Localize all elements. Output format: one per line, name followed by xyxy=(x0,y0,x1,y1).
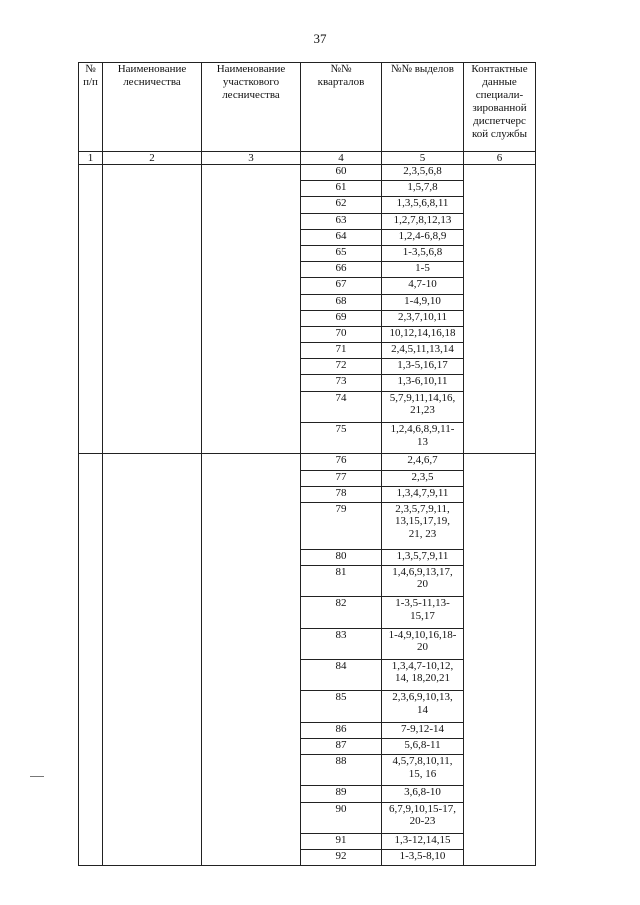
column-number-row xyxy=(79,152,536,165)
compartments-cell: 1,5,7,8 xyxy=(382,181,464,197)
column-header-2: Наименование лесничества xyxy=(103,63,202,152)
compartments-cell: 4,5,7,8,10,11, 15, 16 xyxy=(382,755,464,786)
header-row xyxy=(79,63,536,152)
quarter-number-cell: 83 xyxy=(301,628,382,659)
compartments-cell: 4,7-10 xyxy=(382,278,464,294)
column-header-6: Контактные данные специали- зированной диспетчерс кой службы xyxy=(464,63,536,152)
quarter-number-cell: 90 xyxy=(301,802,382,833)
compartments-cell: 1-3,5-8,10 xyxy=(382,850,464,866)
district-forestry-cell-block-1 xyxy=(202,165,301,454)
number-cell-block-1 xyxy=(79,165,103,454)
district-forestry-cell-block-2 xyxy=(202,454,301,866)
forestry-cell-block-1 xyxy=(103,165,202,454)
compartments-cell: 1,3,5,6,8,11 xyxy=(382,197,464,213)
quarter-number-cell: 75 xyxy=(301,423,382,454)
compartments-cell: 2,3,7,10,11 xyxy=(382,310,464,326)
compartments-cell: 1,3-12,14,15 xyxy=(382,834,464,850)
column-number-4: 4 xyxy=(301,152,382,165)
compartments-cell: 2,3,5,7,9,11, 13,15,17,19, 21, 23 xyxy=(382,502,464,549)
compartments-cell: 1-3,5,6,8 xyxy=(382,245,464,261)
quarter-number-cell: 80 xyxy=(301,549,382,565)
column-number-5: 5 xyxy=(382,152,464,165)
quarter-number-cell: 79 xyxy=(301,502,382,549)
compartments-cell: 2,3,5,6,8 xyxy=(382,165,464,181)
compartments-cell: 1,2,7,8,12,13 xyxy=(382,213,464,229)
quarter-number-cell: 78 xyxy=(301,486,382,502)
quarter-number-cell: 69 xyxy=(301,310,382,326)
forestry-cell-block-2 xyxy=(103,454,202,866)
contact-cell-block-2 xyxy=(464,454,536,866)
quarter-number-cell: 66 xyxy=(301,262,382,278)
quarters-table-frame xyxy=(78,62,536,866)
quarter-number-cell: 84 xyxy=(301,659,382,690)
compartments-cell: 3,6,8-10 xyxy=(382,786,464,802)
quarter-number-cell: 76 xyxy=(301,454,382,470)
compartments-cell: 2,4,5,11,13,14 xyxy=(382,343,464,359)
quarter-number-cell: 86 xyxy=(301,722,382,738)
compartments-cell: 1,3,4,7,9,11 xyxy=(382,486,464,502)
quarter-number-cell: 89 xyxy=(301,786,382,802)
table-row xyxy=(79,454,536,470)
column-number-2: 2 xyxy=(103,152,202,165)
quarter-number-cell: 61 xyxy=(301,181,382,197)
quarter-number-cell: 82 xyxy=(301,597,382,628)
quarter-number-cell: 81 xyxy=(301,565,382,596)
quarter-number-cell: 68 xyxy=(301,294,382,310)
compartments-cell: 1,3,5,7,9,11 xyxy=(382,549,464,565)
table-row xyxy=(79,165,536,181)
compartments-cell: 5,6,8-11 xyxy=(382,738,464,754)
column-header-1: № п/п xyxy=(79,63,103,152)
quarter-number-cell: 87 xyxy=(301,738,382,754)
compartments-cell: 1-3,5-11,13- 15,17 xyxy=(382,597,464,628)
compartments-cell: 1,4,6,9,13,17, 20 xyxy=(382,565,464,596)
compartments-cell: 1-4,9,10 xyxy=(382,294,464,310)
compartments-cell: 1-5 xyxy=(382,262,464,278)
compartments-cell: 2,3,5 xyxy=(382,470,464,486)
compartments-cell: 10,12,14,16,18 xyxy=(382,326,464,342)
quarter-number-cell: 64 xyxy=(301,229,382,245)
quarter-number-cell: 85 xyxy=(301,691,382,722)
compartments-cell: 2,4,6,7 xyxy=(382,454,464,470)
quarter-number-cell: 72 xyxy=(301,359,382,375)
compartments-cell: 1-4,9,10,16,18- 20 xyxy=(382,628,464,659)
quarter-number-cell: 63 xyxy=(301,213,382,229)
quarter-number-cell: 70 xyxy=(301,326,382,342)
column-header-4: №№ кварталов xyxy=(301,63,382,152)
number-cell-block-2 xyxy=(79,454,103,866)
quarter-number-cell: 60 xyxy=(301,165,382,181)
contact-cell-block-1 xyxy=(464,165,536,454)
column-number-6: 6 xyxy=(464,152,536,165)
compartments-cell: 1,3,4,7-10,12, 14, 18,20,21 xyxy=(382,659,464,690)
quarters-table xyxy=(78,62,536,866)
column-number-3: 3 xyxy=(202,152,301,165)
column-header-3: Наименование участкового лесничества xyxy=(202,63,301,152)
compartments-cell: 1,2,4,6,8,9,11- 13 xyxy=(382,423,464,454)
quarter-number-cell: 77 xyxy=(301,470,382,486)
column-number-1: 1 xyxy=(79,152,103,165)
quarter-number-cell: 67 xyxy=(301,278,382,294)
page-number: 37 xyxy=(313,31,327,46)
compartments-cell: 7-9,12-14 xyxy=(382,722,464,738)
quarter-number-cell: 62 xyxy=(301,197,382,213)
compartments-cell: 1,3-5,16,17 xyxy=(382,359,464,375)
margin-mark xyxy=(30,776,44,777)
quarter-number-cell: 92 xyxy=(301,850,382,866)
compartments-cell: 1,3-6,10,11 xyxy=(382,375,464,391)
quarters-table-body xyxy=(79,63,536,866)
compartments-cell: 2,3,6,9,10,13, 14 xyxy=(382,691,464,722)
quarter-number-cell: 74 xyxy=(301,391,382,422)
quarter-number-cell: 65 xyxy=(301,245,382,261)
quarter-number-cell: 71 xyxy=(301,343,382,359)
quarter-number-cell: 91 xyxy=(301,834,382,850)
compartments-cell: 6,7,9,10,15-17, 20-23 xyxy=(382,802,464,833)
quarter-number-cell: 88 xyxy=(301,755,382,786)
column-header-5: №№ выделов xyxy=(382,63,464,152)
compartments-cell: 5,7,9,11,14,16, 21,23 xyxy=(382,391,464,422)
quarter-number-cell: 73 xyxy=(301,375,382,391)
compartments-cell: 1,2,4-6,8,9 xyxy=(382,229,464,245)
